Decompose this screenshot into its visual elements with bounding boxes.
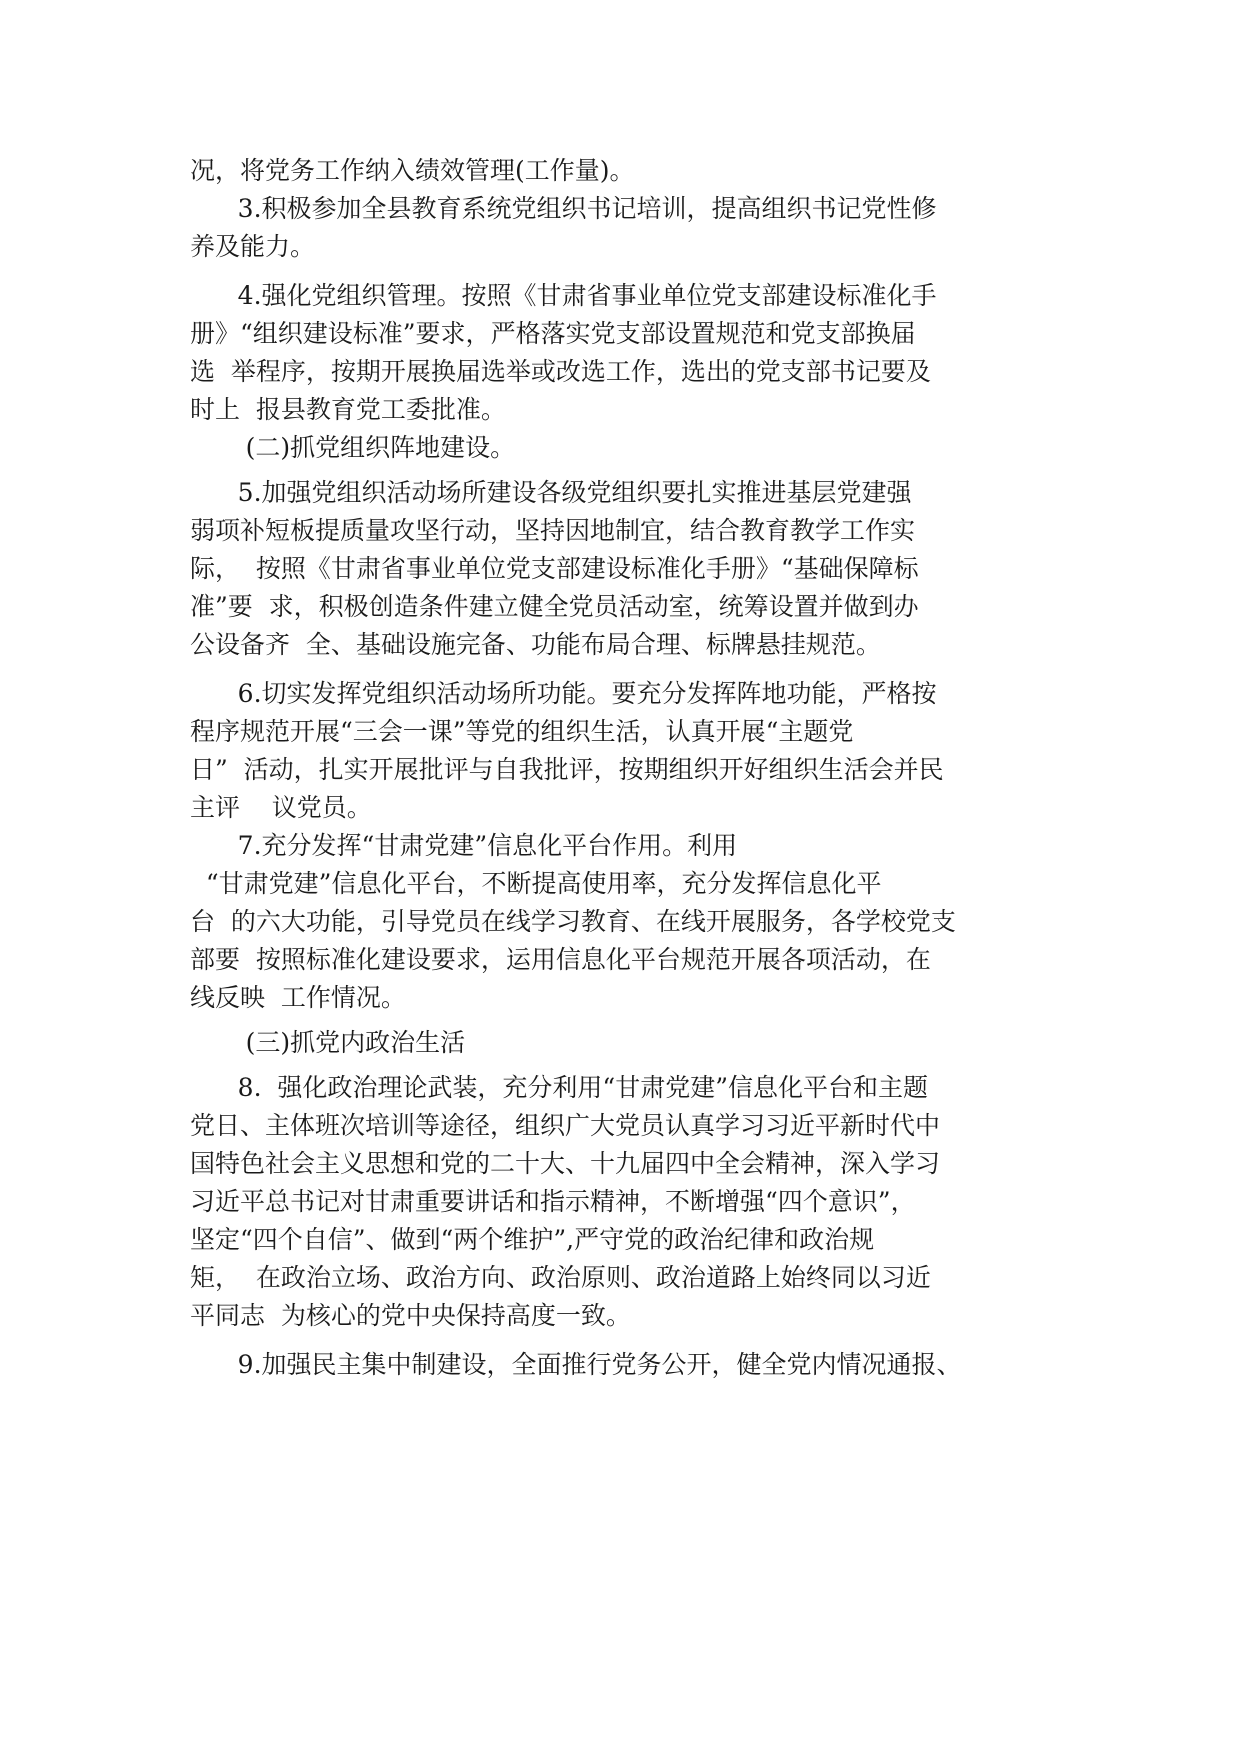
text-line: 矩， 在政治立场、政治方向、政治原则、政治道路上始终同以习近: [190, 1263, 931, 1292]
text-line: 部要 按照标准化建设要求，运用信息化平台规范开展各项活动，在: [190, 945, 931, 974]
text-line: 党日、主体班次培训等途径，组织广大党员认真学习习近平新时代中: [190, 1111, 941, 1140]
text-line: 日” 活动，扎实开展批评与自我批评，按期组织开好组织生活会并民: [190, 755, 944, 784]
text-line: 国特色社会主义思想和党的二十大、十九届四中全会精神，深入学习: [190, 1149, 941, 1178]
text-line: 线反映 工作情况。: [190, 983, 406, 1012]
text-line: 弱项补短板提质量攻坚行动，坚持因地制宜，结合教育教学工作实: [190, 516, 916, 545]
text-line: 习近平总书记对甘肃重要讲话和指示精神，不断增强“四个意识”，: [190, 1187, 916, 1216]
text-line: 主评 议党员。: [190, 793, 372, 822]
text-line: 平同志 为核心的党中央保持高度一致。: [190, 1301, 631, 1330]
text-line: 况，将党务工作纳入绩效管理(工作量)。: [190, 156, 635, 185]
section-heading: (二)抓党组织阵地建设。: [190, 433, 516, 462]
text-line: 选 举程序，按期开展换届选举或改选工作，选出的党支部书记要及: [190, 357, 931, 386]
text-line: 4.强化党组织管理。按照《甘肃省事业单位党支部建设标准化手: [190, 281, 937, 310]
text-line: 准”要 求，积极创造条件建立健全党员活动室，统筹设置并做到办: [190, 592, 919, 621]
text-line: 程序规范开展“三会一课”等党的组织生活，认真开展“主题党: [190, 717, 854, 746]
text-line: 8. 强化政治理论武装，充分利用“甘肃党建”信息化平台和主题: [190, 1073, 928, 1102]
text-line: 台 的六大功能，引导党员在线学习教育、在线开展服务，各学校党支: [190, 907, 956, 936]
text-line: 坚定“四个自信”、做到“两个维护”,严守党的政治纪律和政治规: [190, 1225, 875, 1254]
section-heading: (三)抓党内政治生活: [190, 1028, 466, 1057]
text-line: 7.充分发挥“甘肃党建”信息化平台作用。利用: [190, 831, 738, 860]
text-line: 公设备齐 全、基础设施完备、功能布局合理、标牌悬挂规范。: [190, 630, 881, 659]
text-line: 册》“组织建设标准”要求，严格落实党支部设置规范和党支部换届: [190, 319, 916, 348]
text-line: 养及能力。: [190, 232, 316, 261]
text-line: 9.加强民主集中制建设，全面推行党务公开，健全党内情况通报、: [190, 1350, 962, 1379]
document-body: [190, 152, 1070, 1384]
text-line: 时上 报县教育党工委批准。: [190, 395, 506, 424]
text-line: “甘肃党建”信息化平台，不断提高使用率，充分发挥信息化平: [190, 869, 882, 898]
text-line: 5.加强党组织活动场所建设各级党组织要扎实推进基层党建强: [190, 478, 912, 507]
text-line: 际， 按照《甘肃省事业单位党支部建设标准化手册》“基础保障标: [190, 554, 919, 583]
text-line: 6.切实发挥党组织活动场所功能。要充分发挥阵地功能，严格按: [190, 679, 937, 708]
text-line: 3.积极参加全县教育系统党组织书记培训，提高组织书记党性修: [190, 194, 937, 223]
